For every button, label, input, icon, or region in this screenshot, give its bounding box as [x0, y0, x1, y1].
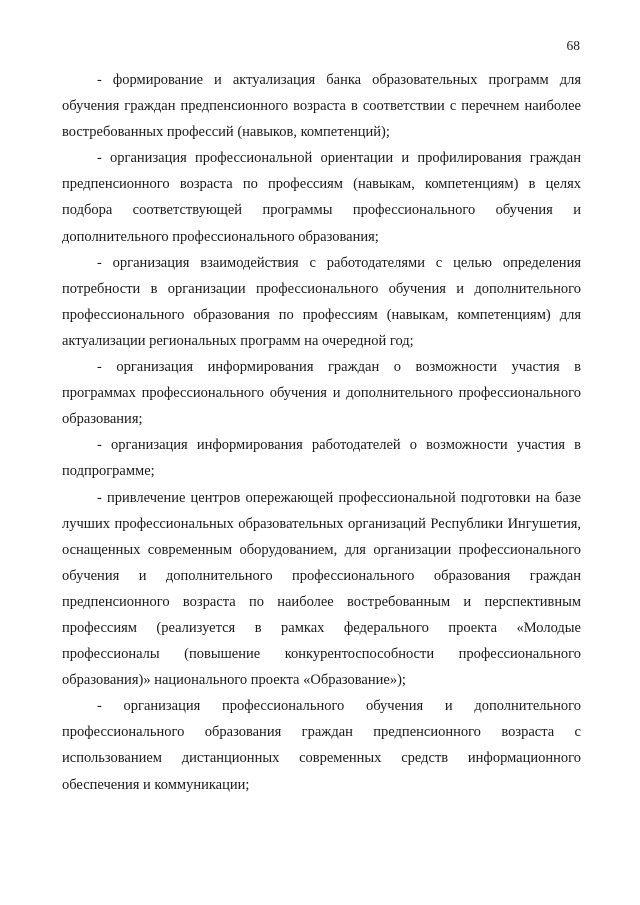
paragraph: - организация информирования граждан о возможности участия в программах профессионального обучения и дополнительного профессионального образования; — [62, 359, 581, 428]
paragraph: - организация информирования работодателей о возможности участия в подпрограмме; — [62, 437, 581, 480]
paragraph: - организация профессионального обучения и дополнительного профессионального образования граждан предпенсионного возраста с использованием дистанционных современных средств информационного обеспечения и коммуникации; — [62, 698, 581, 793]
paragraph: - организация профессиональной ориентации и профилирования граждан предпенсионного возраста по профессиям (навыкам, компетенциям) в целях подбора соответствующей программы профессионального обучения и дополнительного профессионального образования; — [62, 150, 581, 245]
paragraph: - привлечение центров опережающей профессиональной подготовки на базе лучших профессиональных образовательных организаций Республики Ингушетия, оснащенных современным оборудованием, для организации профессионального обучения и дополнительного профессионального образования граждан предпенсионного возраста по наиболее востребованным и перспективным профессиям (реализуется в рамках федерального проекта «Молодые профессионалы (повышение конкурентоспособности профессионального образования)» национального проекта «Образование»); — [62, 489, 581, 689]
paragraph: - организация взаимодействия с работодателями с целью определения потребности в организации профессионального обучения и дополнительного профессионального образования по профессиям (навыкам, компетенциям) для актуализации региональных программ на очередной год; — [62, 254, 581, 349]
page-number: 68 — [566, 38, 580, 53]
paragraph: - формирование и актуализация банка образовательных программ для обучения граждан предпенсионного возраста в соответствии с перечнем наиболее востребованных профессий (навыков, компетенций); — [62, 72, 581, 141]
document-body — [62, 67, 581, 798]
